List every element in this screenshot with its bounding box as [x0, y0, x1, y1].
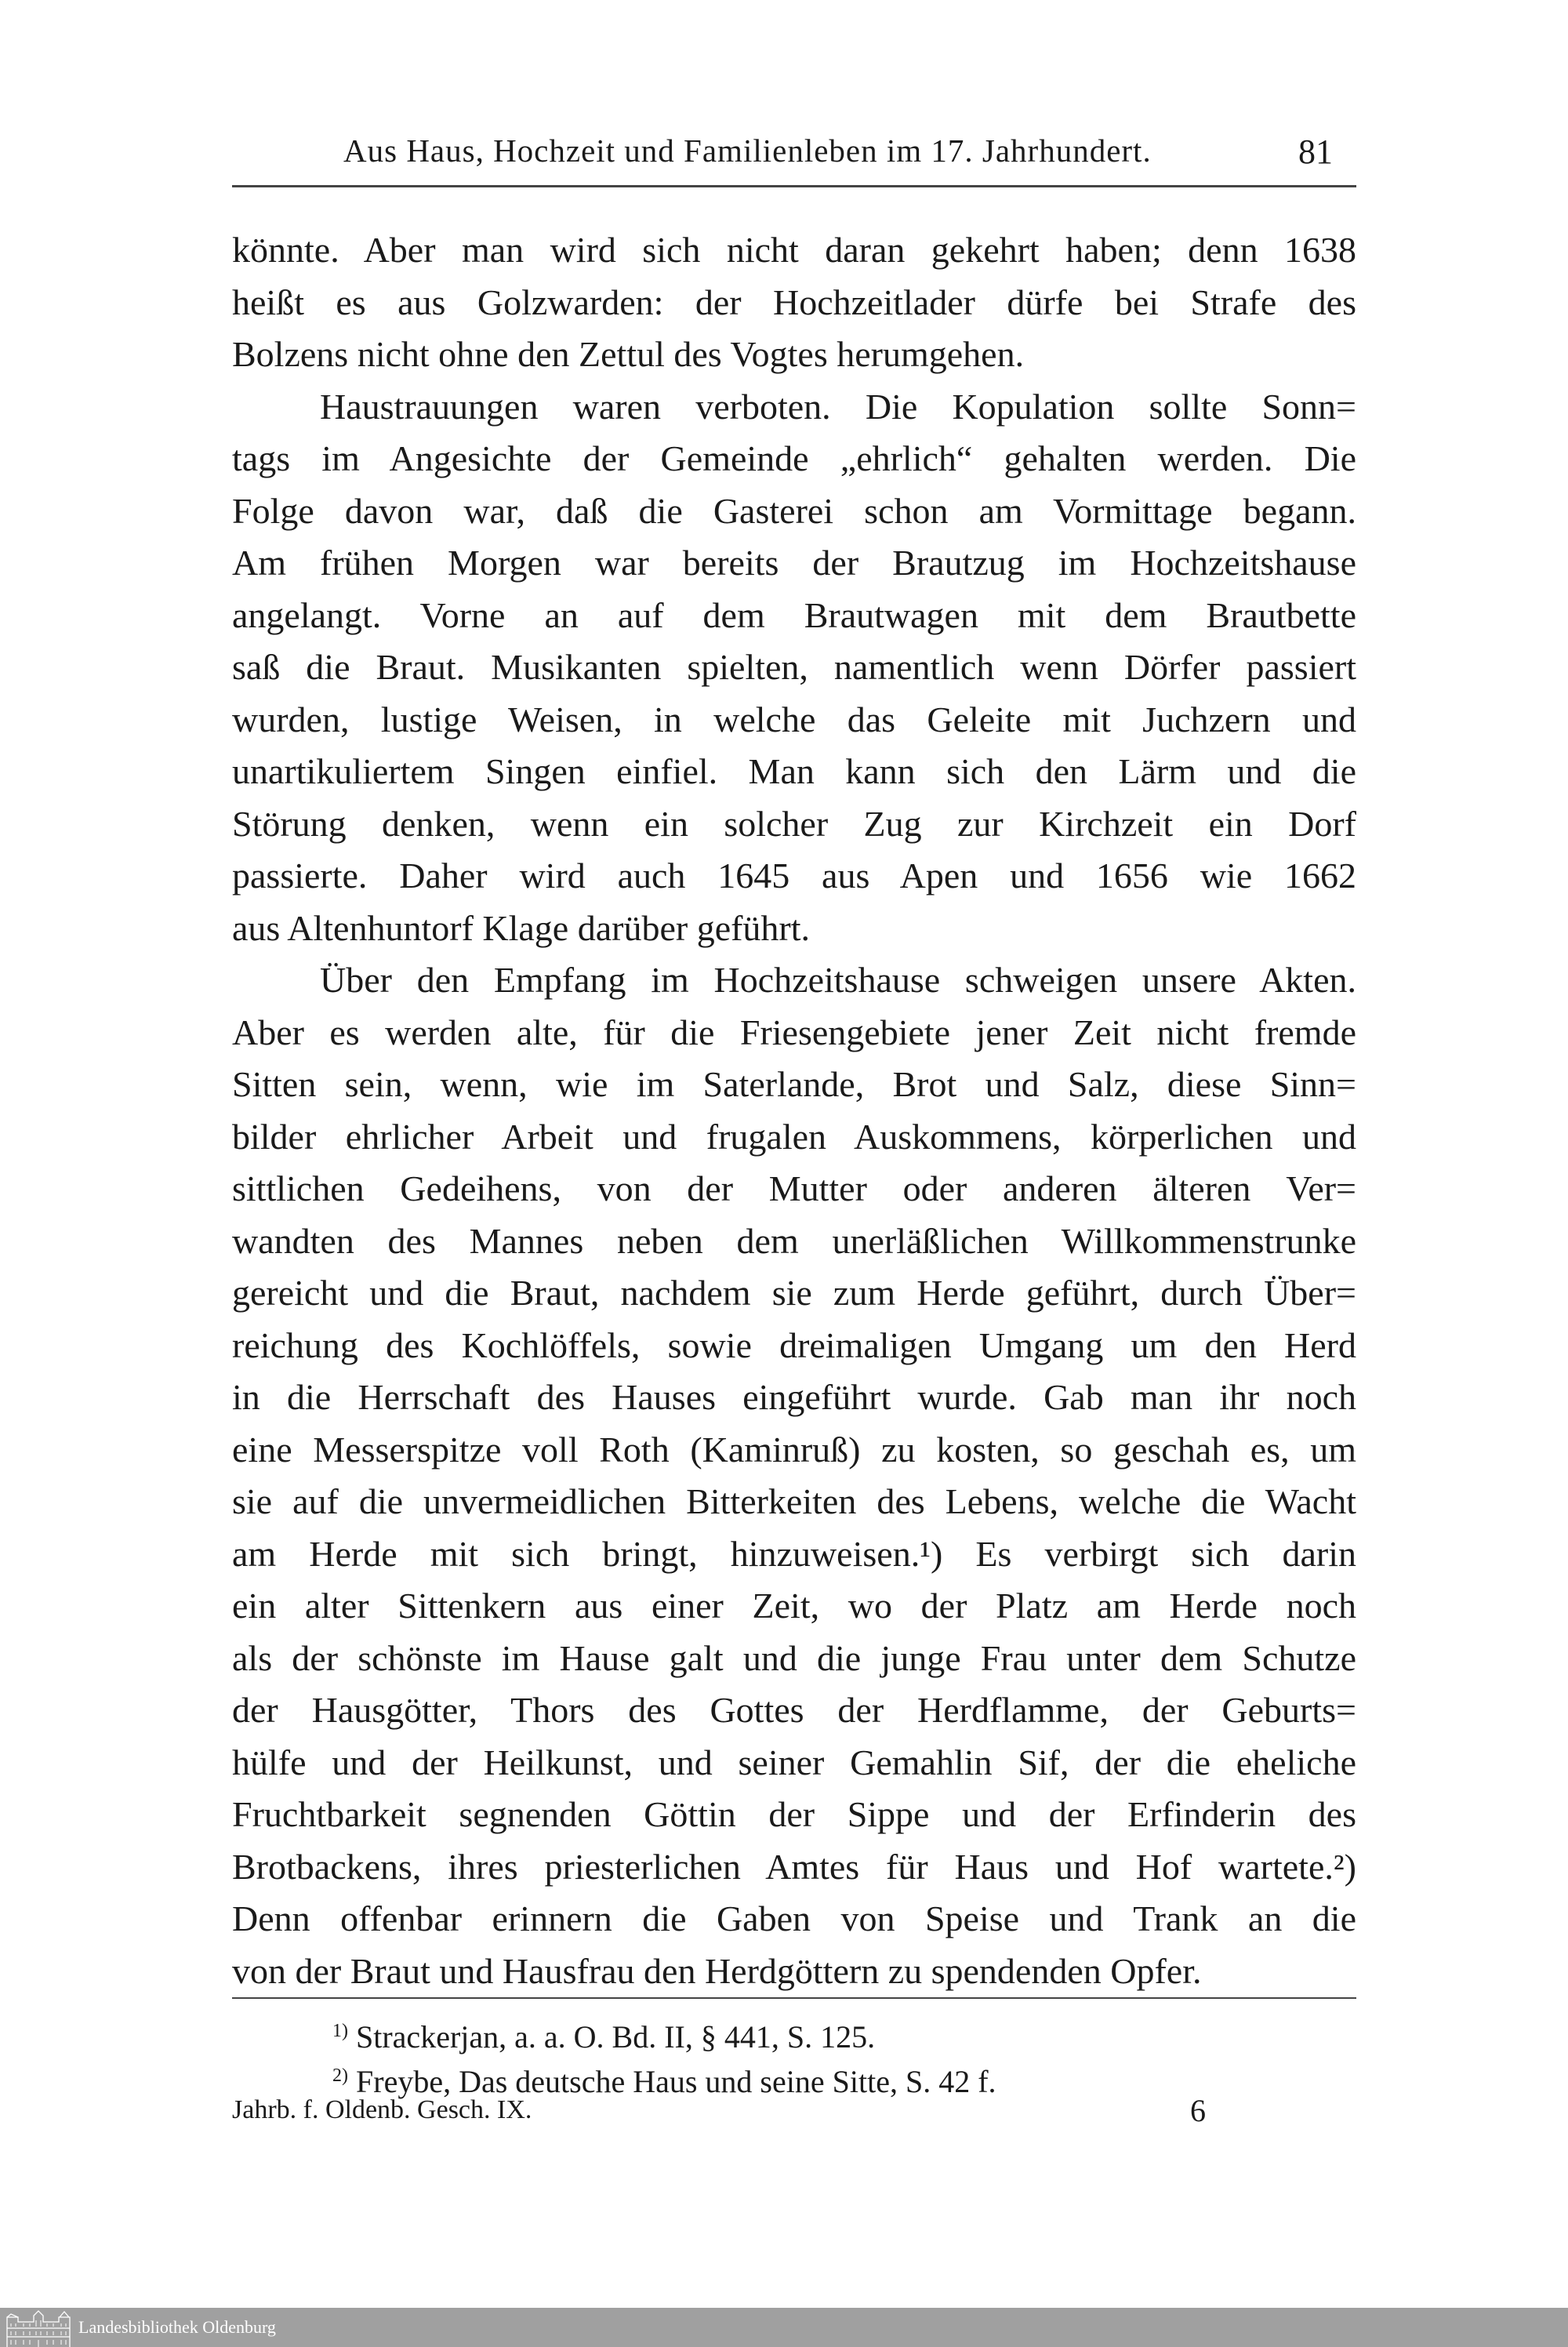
text-line: sie auf die unvermeidlichen Bitterkeiten des Lebens, welche die Wacht — [232, 1481, 1356, 1521]
footnote-rule — [232, 1997, 1356, 1999]
text-line: saß die Braut. Musikanten spielten, namentlich wenn Dörfer passiert — [232, 647, 1356, 687]
text-line: wurden, lustige Weisen, in welche das Geleite mit Juchzern und — [232, 699, 1356, 739]
text-line: Am frühen Morgen war bereits der Brautzug im Hochzeitshause — [232, 543, 1356, 583]
text-line: hülfe und der Heilkunst, und seiner Gemahlin Sif, der die eheliche — [232, 1742, 1356, 1782]
text-line: gereicht und die Braut, nachdem sie zum Herde geführt, durch Über= — [232, 1273, 1356, 1313]
text-line: Brotbackens, ihres priesterlichen Amtes für Haus und Hof wartete.²) — [232, 1846, 1356, 1887]
text-line: Folge davon war, daß die Gasterei schon am Vormittage begann. — [232, 490, 1356, 531]
text-line: ein alter Sittenkern aus einer Zeit, wo der Platz am Herde noch — [232, 1586, 1356, 1626]
text-line: bilder ehrlicher Arbeit und frugalen Auskommens, körperlichen und — [232, 1116, 1356, 1157]
text-line: heißt es aus Golzwarden: der Hochzeitlader dürfe bei Strafe des — [232, 282, 1356, 322]
text-line: Sitten sein, wenn, wie im Saterlande, Brot und Salz, diese Sinn= — [232, 1064, 1356, 1104]
footnote — [332, 2054, 1273, 2098]
text-line: Denn offenbar erinnern die Gaben von Speise und Trank an die — [232, 1898, 1356, 1938]
footnote-text: Strackerjan, a. a. O. Bd. II, § 441, S. 125. — [356, 2019, 876, 2055]
sheet-signature: Jahrb. f. Oldenb. Gesch. IX. — [232, 2095, 532, 2124]
text-line: sittlichen Gedeihens, von der Mutter oder anderen älteren Ver= — [232, 1168, 1356, 1208]
text-line: tags im Angesichte der Gemeinde „ehrlich“ gehalten werden. Die — [232, 438, 1356, 478]
text-line: wandten des Mannes neben dem unerläßlichen Willkommenstrunke — [232, 1220, 1356, 1261]
text-line: unartikuliertem Singen einfiel. Man kann sich den Lärm und die — [232, 751, 1356, 791]
text-line: Über den Empfang im Hochzeitshause schweigen unsere Akten. — [320, 960, 1356, 1000]
text-line: in die Herrschaft des Hauses eingeführt wurde. Gab man ihr noch — [232, 1377, 1356, 1417]
text-line: der Hausgötter, Thors des Gottes der Herdflamme, der Geburts= — [232, 1690, 1356, 1730]
text-line: angelangt. Vorne an auf dem Brautwagen mit dem Brautbette — [232, 594, 1356, 635]
text-line: am Herde mit sich bringt, hinzuweisen.¹) Es verbirgt sich darin — [232, 1533, 1356, 1574]
library-footer-bar — [0, 2308, 1568, 2347]
text-line: Fruchtbarkeit segnenden Göttin der Sippe und der Erfinderin des — [232, 1794, 1356, 1834]
text-line: eine Messerspitze voll Roth (Kaminruß) zu kosten, so geschah es, um — [232, 1429, 1356, 1470]
text-line: Störung denken, wenn ein solcher Zug zur Kirchzeit ein Dorf — [232, 803, 1356, 844]
footnote-mark: 1) — [332, 2021, 348, 2041]
running-title: Aus Haus, Hochzeit und Familienleben im 17. Jahrhundert. — [343, 133, 1152, 169]
text-line: als der schönste im Hause galt und die junge Frau unter dem Schutze — [232, 1637, 1356, 1678]
text-line: von der Braut und Hausfrau den Herdgöttern zu spendenden Opfer. — [232, 1950, 1202, 1991]
page-header — [232, 132, 1356, 179]
text-line: reichung des Kochlöffels, sowie dreimaligen Umgang um den Herd — [232, 1324, 1356, 1365]
page-number: 81 — [1298, 133, 1333, 171]
library-building-logo — [5, 2309, 72, 2347]
text-line: Bolzens nicht ohne den Zettul des Vogtes herumgehen. — [232, 334, 1025, 374]
footnote-text: Freybe, Das deutsche Haus und seine Sitte, S. 42 f. — [356, 2064, 996, 2099]
text-line: könnte. Aber man wird sich nicht daran gekehrt haben; denn 1638 — [232, 230, 1356, 270]
library-name: Landesbibliothek Oldenburg — [78, 2317, 276, 2337]
footnotes — [332, 2009, 1273, 2098]
text-line: Haustrauungen waren verboten. Die Kopulation sollte Sonn= — [320, 386, 1356, 427]
footnote-mark: 2) — [332, 2065, 348, 2086]
sheet-number: 6 — [1190, 2093, 1206, 2128]
header-rule — [232, 185, 1356, 187]
body-text — [232, 224, 1356, 1997]
footnote — [332, 2009, 1273, 2054]
text-line: Aber es werden alte, für die Friesengebiete jener Zeit nicht fremde — [232, 1012, 1356, 1052]
text-line: aus Altenhuntorf Klage darüber geführt. — [232, 907, 811, 948]
text-line: passierte. Daher wird auch 1645 aus Apen und 1656 wie 1662 — [232, 856, 1356, 896]
